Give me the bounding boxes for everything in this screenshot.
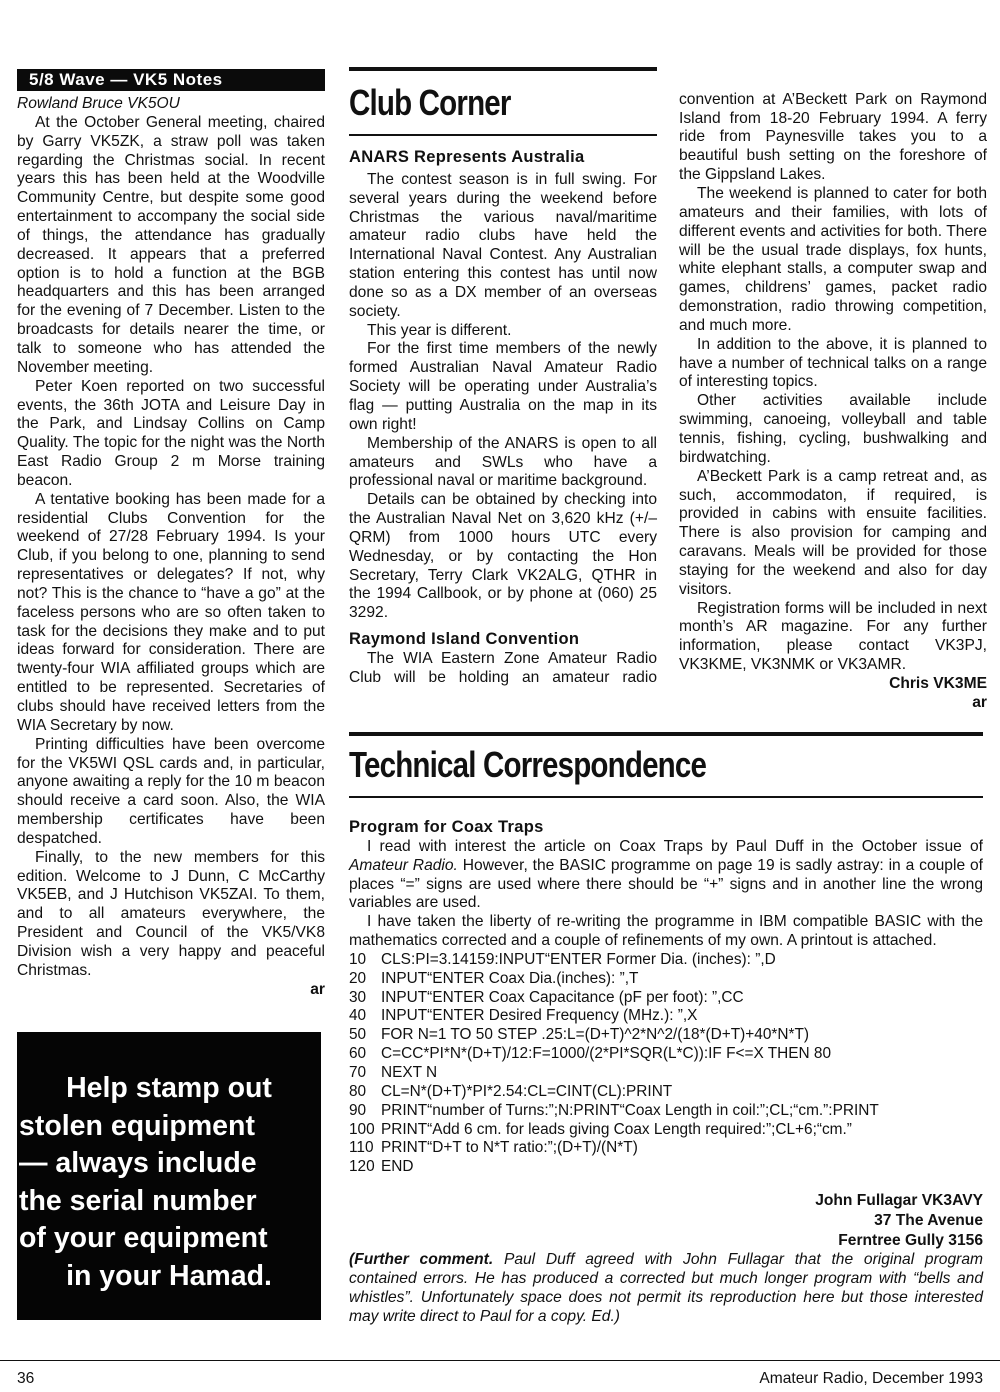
line-code: CL=N*(D+T)*PI*2.54:CL=CINT(CL):PRINT (381, 1082, 673, 1100)
technical-underline (349, 796, 983, 798)
program-line (349, 1007, 983, 1026)
advert-line: stolen equipment (19, 1109, 255, 1142)
author-name: John Fullagar VK3AVY (815, 1192, 983, 1210)
program-line (349, 989, 983, 1008)
program-line (349, 1083, 983, 1102)
line-code: FOR N=1 TO 50 STEP .25:L=(D+T)^2*N^2/(18*(D+T)+40*N*T) (381, 1026, 810, 1044)
end-mark: ar (310, 980, 325, 998)
line-code: PRINT“D+T to N*T ratio:”;(D+T)/(N*T) (381, 1139, 638, 1157)
line-number: 110 (349, 1139, 374, 1157)
club-corner-column-continued (679, 91, 987, 713)
raymond-island-heading: Raymond Island Convention (349, 630, 580, 649)
continued-text: convention at A’Beckett Park on Raymond Island from 18-20 February 1994. A ferry ride from Paynesville takes you to a beautiful bush setting on the foreshore of the Gippsland Lakes. (679, 91, 987, 184)
paragraph: A tentative booking has been made for a residential Clubs Convention for the weekend of 27/28 February 1994. Is your Club, if you belong to one, planning to send representatives or delegates? If not, why not? This is the chance to “have a go” at the faceless persons who are so often taken to task for the decisions they make and to put ideas forward for consideration. There are twenty-four WIA affiliated groups which are entitled to be represented. Secretaries of clubs should have received letters from the WIA Secretary by now. (17, 490, 325, 734)
stolen-equipment-advert (17, 1032, 321, 1320)
line-number: 120 (349, 1158, 375, 1176)
line-code: END (381, 1158, 414, 1176)
author-address (349, 1191, 983, 1251)
club-corner-column (349, 148, 657, 688)
advert-line: — always include (19, 1147, 257, 1179)
technical-title: Technical Correspondence (349, 744, 707, 785)
advert-line: in your Hamad. (66, 1259, 272, 1292)
club-corner-underline (349, 134, 657, 136)
paragraph: Finally, to the new members for this edition. Welcome to J Dunn, C McCarthy VK5EB, and J Hutchison VK5ZAI. To them, and to all amateurs everywhere, the President and Council of the VK5/VK8 Division wish a very happy and peaceful Christmas. (17, 848, 325, 979)
technical-rule (349, 732, 983, 736)
paragraph: The weekend is planned to cater for both amateurs and their families, with lots of different events and activities for both. There will be the usual trade displays, fox hunts, white elephant stalls, a computer swap and games, childrens’ games, packet radio demonstration, radio throwing competition, and much more. (679, 185, 987, 334)
author-signature: Chris VK3ME (889, 674, 987, 692)
paragraph: Other activities available include swimming, canoeing, volleyball and table tennis, fishing, cycling, bushwalking and birdwatching. (679, 392, 987, 466)
program-line (349, 1102, 983, 1121)
vk5-notes-column (17, 95, 325, 1000)
line-number: 90 (349, 1101, 367, 1119)
paragraph: Details can be obtained by checking into the Australian Naval Net on 3,620 kHz (+/– QRM) from 1000 hours UTC every Wednesday, or by contacting the Hon Secretary, Terry Clark VK2ALG, QTHR in the 1994 Callbook, or by phone at (060) 25 3292. (349, 491, 657, 622)
line-number: 40 (349, 1007, 367, 1025)
line-code: C=CC*PI*N*(D+T)/12:F=1000/(2*PI*SQR(L*C)):IF F<=X THEN 80 (381, 1045, 832, 1063)
line-number: 20 (349, 969, 367, 987)
program-line (349, 970, 983, 989)
paragraph: Printing difficulties have been overcome for the VK5WI QSL cards and, in particular, anyone awaiting a reply for the 10 m beacon should receive a card soon. Also, the WIA membership certificates have been despatched. (17, 735, 325, 847)
line-number: 100 (349, 1120, 375, 1138)
author-byline: Rowland Bruce VK5OU (17, 95, 180, 112)
editor-note (349, 1251, 983, 1326)
text: I read with interest the article on Coax Traps by Paul Duff in the October issue of (367, 837, 983, 855)
paragraph: The contest season is in full swing. For several years during the weekend before Christmas the various naval/maritime amateur radio clubs have held the International Naval Contest. Any Australian station entering this contest has until now done so as a DX member of an overseas society. (349, 170, 657, 320)
paragraph: I have taken the liberty of re-writing the programme in IBM compatible BASIC with the mathematics corrected and a couple of refinements of my own. A printout is attached. (349, 913, 983, 950)
line-code: INPUT“ENTER Coax Capacitance (pF per foot): ”,CC (381, 988, 744, 1006)
program-line (349, 1158, 983, 1177)
technical-column (349, 818, 983, 1326)
program-line (349, 1121, 983, 1140)
publication-footer: Amateur Radio, December 1993 (759, 1370, 983, 1387)
paragraph: For the first time members of the newly formed Australian Naval Amateur Radio Society will be operating under Australia’s flag — putting Australia on the map in its own right! (349, 340, 657, 433)
paragraph: The WIA Eastern Zone Amateur Radio Club will be holding an amateur radio (349, 649, 657, 686)
basic-program-listing (349, 951, 983, 1177)
paragraph: A’Beckett Park is a camp retreat and, as such, accommodaton, if required, is provided in cabins with ensuite facilities. There is also provision for camping and caravans. Meals will be provided for those staying for the weekend and also for day visitors. (679, 467, 987, 598)
line-number: 50 (349, 1026, 367, 1044)
end-mark: ar (972, 693, 987, 711)
address-suburb: Ferntree Gully 3156 (838, 1232, 983, 1250)
paragraph (349, 838, 983, 913)
paragraph: Membership of the ANARS is open to all amateurs and SWLs who have a professional naval or maritime background. (349, 434, 657, 490)
program-line (349, 1139, 983, 1158)
line-code: PRINT“Add 6 cm. for leads giving Coax Length required:”;CL+6;“cm.” (381, 1120, 852, 1138)
paragraph: Peter Koen reported on two successful events, the 36th JOTA and Leisure Day in the Park, and Lindsay Collins on Camp Quality. The topic for the night was the North East Radio Group 2 m Morse training beacon. (17, 377, 325, 489)
paragraph-continued (679, 91, 987, 185)
advert-line: of your equipment (19, 1222, 268, 1254)
program-line (349, 1026, 983, 1045)
advert-line: the serial number (19, 1184, 257, 1217)
line-code: NEXT N (381, 1063, 438, 1081)
program-line (349, 951, 983, 970)
paragraph: In addition to the above, it is planned to have a number of technical talks on a range of interesting topics. (679, 335, 987, 391)
line-code: INPUT“ENTER Coax Dia.(inches): ”,T (381, 969, 639, 987)
note-label: (Further comment. (349, 1251, 494, 1269)
line-number: 80 (349, 1082, 367, 1100)
anars-heading: ANARS Represents Australia (349, 148, 585, 166)
club-corner-title: Club Corner (349, 82, 511, 123)
vk5-notes-heading: 5/8 Wave — VK5 Notes (17, 69, 325, 91)
line-code: PRINT“number of Turns:”;N:PRINT“Coax Length in coil:”;CL;“cm.”:PRINT (381, 1101, 879, 1119)
page-number: 36 (17, 1370, 35, 1387)
coax-traps-heading: Program for Coax Traps (349, 818, 544, 836)
line-code: CLS:PI=3.14159:INPUT“ENTER Former Dia. (inches): ”,D (381, 950, 776, 968)
line-number: 30 (349, 988, 367, 1006)
club-corner-rule (349, 67, 657, 71)
line-number: 10 (349, 950, 367, 968)
text: However, the BASIC programme on page 19 is sadly astray: in a couple of places “=” signs are used where there should be “+” signs and in another line the wrong variables are used. (349, 856, 983, 912)
paragraph: Registration forms will be included in next month’s AR magazine. For any further information, please contact VK3PJ, VK3KME, VK3NMK or VK3AMR. (679, 599, 987, 674)
line-code: INPUT“ENTER Desired Frequency (MHz.): ”,X (381, 1007, 698, 1025)
advert-line: Help stamp out (66, 1072, 272, 1104)
program-line (349, 1064, 983, 1083)
line-number: 70 (349, 1063, 367, 1081)
footer-rule (0, 1360, 1000, 1361)
address-street: 37 The Avenue (874, 1212, 983, 1230)
paragraph: At the October General meeting, chaired by Garry VK5ZK, a straw poll was taken regarding the Christmas social. In recent years this has been held at the Woodville Community Centre, but despite some good entertainment to accompany the social side of things, the attendance has gradually decreased. It appears that a preferred option is to hold a function at the BGB headquarters and this has been arranged for the evening of 7 December. Listen to the broadcasts for details nearer the time, or talk to someone who has attended the November meeting. (17, 113, 325, 376)
paragraph: This year is different. (367, 321, 512, 339)
note-text: Paul Duff agreed with John Fullagar that the original program contained errors. He has produced a corrected but much longer program with “bells and whistles”. Unfortunately space does not permit its reproduction here but those interested may write direct to Paul for a copy. Ed.) (349, 1251, 983, 1325)
program-line (349, 1045, 983, 1064)
line-number: 60 (349, 1045, 367, 1063)
magazine-name: Amateur Radio. (349, 856, 458, 874)
